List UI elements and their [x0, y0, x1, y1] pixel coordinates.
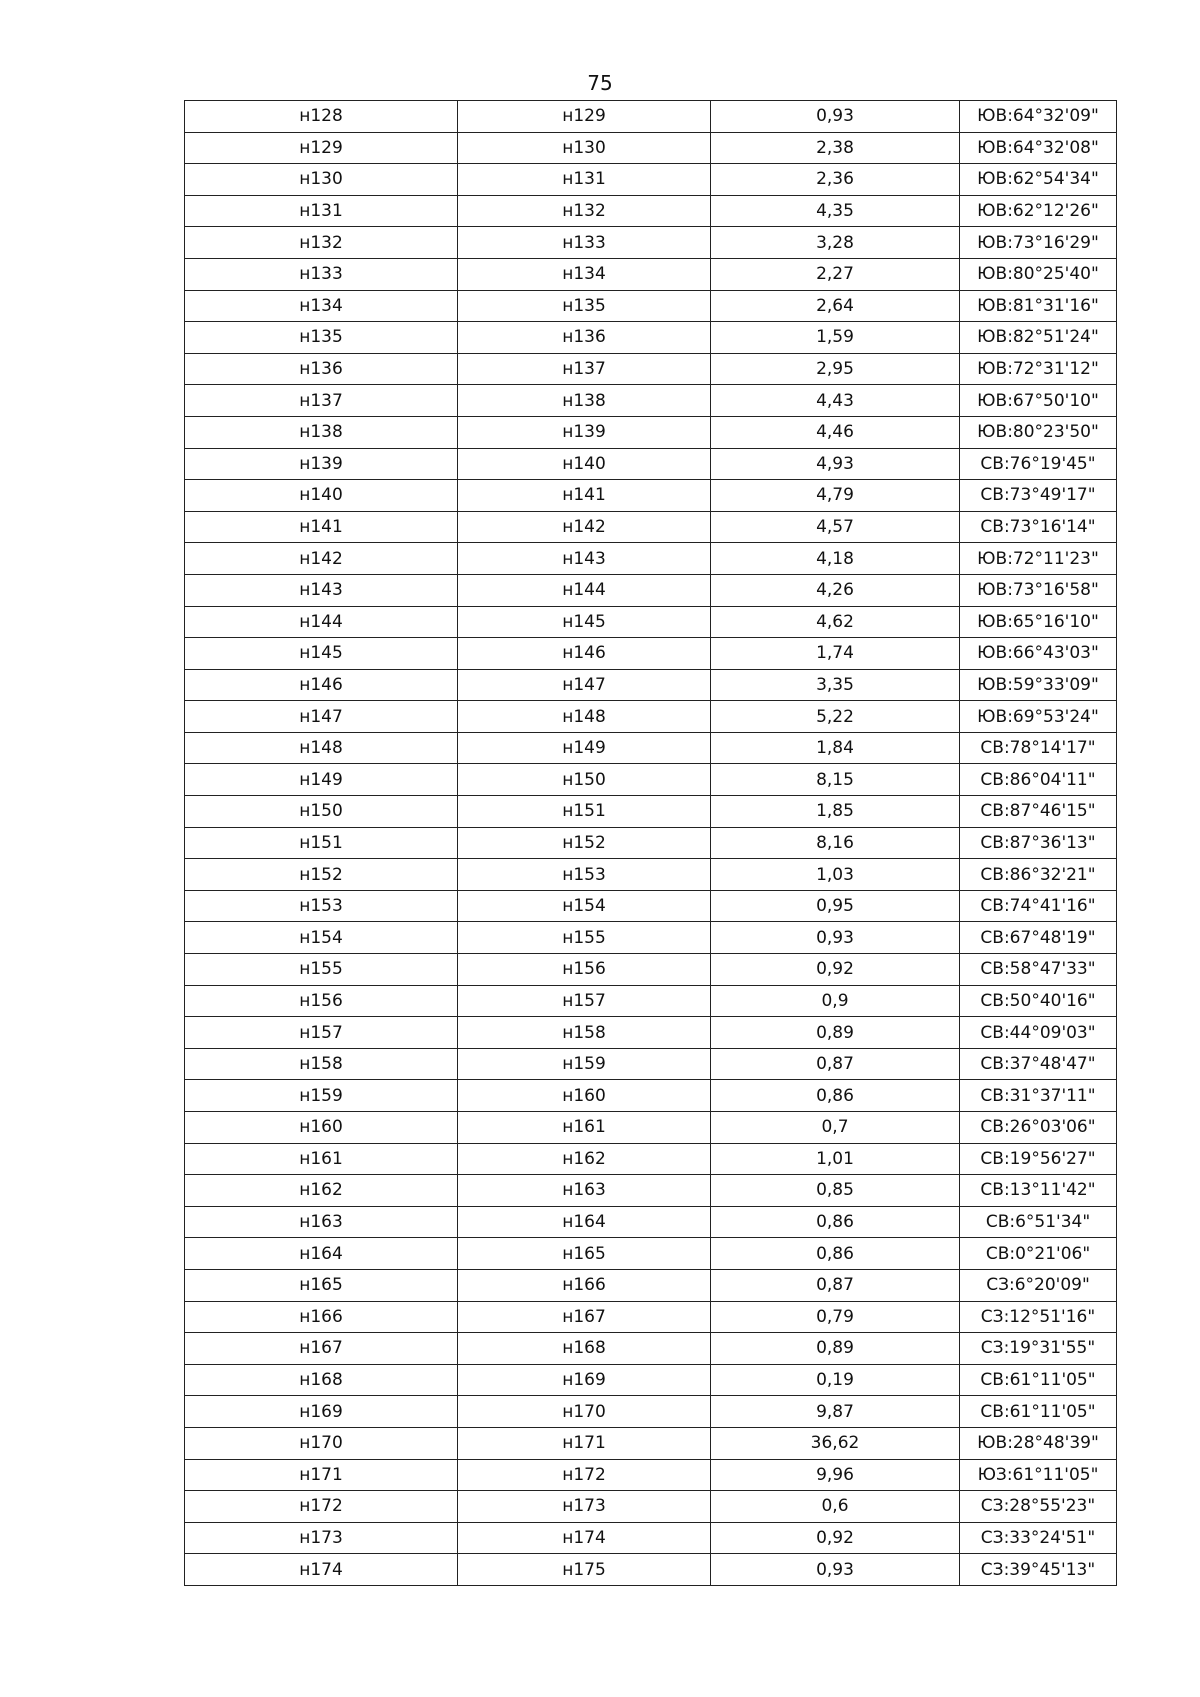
from-point-cell: н141: [185, 511, 458, 543]
bearing-cell: ЮВ:73°16'58": [960, 574, 1117, 606]
length-cell: 1,01: [711, 1143, 960, 1175]
length-cell: 5,22: [711, 701, 960, 733]
to-point-cell: н171: [458, 1427, 711, 1459]
table-row: [185, 480, 1117, 512]
table-row: [185, 606, 1117, 638]
from-point-cell: н157: [185, 1017, 458, 1049]
table-row: [185, 164, 1117, 196]
to-point-cell: н146: [458, 638, 711, 670]
to-point-cell: н155: [458, 922, 711, 954]
to-point-cell: н140: [458, 448, 711, 480]
bearing-cell: ЮВ:67°50'10": [960, 385, 1117, 417]
table-row: [185, 1459, 1117, 1491]
bearing-cell: СВ:87°46'15": [960, 796, 1117, 828]
from-point-cell: н140: [185, 480, 458, 512]
length-cell: 0,92: [711, 1522, 960, 1554]
to-point-cell: н156: [458, 954, 711, 986]
to-point-cell: н152: [458, 827, 711, 859]
to-point-cell: н162: [458, 1143, 711, 1175]
length-cell: 0,86: [711, 1080, 960, 1112]
bearing-cell: СЗ:12°51'16": [960, 1301, 1117, 1333]
from-point-cell: н144: [185, 606, 458, 638]
from-point-cell: н150: [185, 796, 458, 828]
from-point-cell: н154: [185, 922, 458, 954]
table-row: [185, 922, 1117, 954]
bearing-cell: СВ:26°03'06": [960, 1112, 1117, 1144]
length-cell: 0,93: [711, 922, 960, 954]
to-point-cell: н167: [458, 1301, 711, 1333]
length-cell: 2,36: [711, 164, 960, 196]
table-row: [185, 1396, 1117, 1428]
table-row: [185, 827, 1117, 859]
table-row: [185, 416, 1117, 448]
bearing-cell: ЮВ:80°25'40": [960, 258, 1117, 290]
to-point-cell: н139: [458, 416, 711, 448]
bearing-cell: СВ:0°21'06": [960, 1238, 1117, 1270]
table-row: [185, 701, 1117, 733]
to-point-cell: н150: [458, 764, 711, 796]
length-cell: 3,35: [711, 669, 960, 701]
length-cell: 1,03: [711, 859, 960, 891]
length-cell: 8,16: [711, 827, 960, 859]
to-point-cell: н130: [458, 132, 711, 164]
table-row: [185, 1491, 1117, 1523]
bearing-cell: СВ:61°11'05": [960, 1396, 1117, 1428]
to-point-cell: н135: [458, 290, 711, 322]
length-cell: 4,57: [711, 511, 960, 543]
length-cell: 4,93: [711, 448, 960, 480]
to-point-cell: н133: [458, 227, 711, 259]
from-point-cell: н145: [185, 638, 458, 670]
length-cell: 0,95: [711, 890, 960, 922]
bearing-cell: СЗ:28°55'23": [960, 1491, 1117, 1523]
from-point-cell: н133: [185, 258, 458, 290]
to-point-cell: н166: [458, 1269, 711, 1301]
bearing-cell: СВ:67°48'19": [960, 922, 1117, 954]
bearing-cell: ЮВ:72°11'23": [960, 543, 1117, 575]
length-cell: 0,86: [711, 1238, 960, 1270]
from-point-cell: н153: [185, 890, 458, 922]
table-row: [185, 1301, 1117, 1333]
from-point-cell: н147: [185, 701, 458, 733]
from-point-cell: н135: [185, 322, 458, 354]
table-row: [185, 1554, 1117, 1586]
table-row: [185, 195, 1117, 227]
from-point-cell: н170: [185, 1427, 458, 1459]
table-row: [185, 322, 1117, 354]
bearing-cell: ЮВ:59°33'09": [960, 669, 1117, 701]
length-cell: 0,85: [711, 1175, 960, 1207]
length-cell: 0,87: [711, 1048, 960, 1080]
from-point-cell: н169: [185, 1396, 458, 1428]
to-point-cell: н164: [458, 1206, 711, 1238]
length-cell: 0,79: [711, 1301, 960, 1333]
length-cell: 9,96: [711, 1459, 960, 1491]
from-point-cell: н142: [185, 543, 458, 575]
from-point-cell: н152: [185, 859, 458, 891]
to-point-cell: н134: [458, 258, 711, 290]
to-point-cell: н175: [458, 1554, 711, 1586]
table-row: [185, 1206, 1117, 1238]
bearing-cell: ЮВ:65°16'10": [960, 606, 1117, 638]
bearing-cell: ЮВ:28°48'39": [960, 1427, 1117, 1459]
page-number: 75: [587, 71, 613, 95]
length-cell: 0,93: [711, 1554, 960, 1586]
table-row: [185, 796, 1117, 828]
length-cell: 0,89: [711, 1017, 960, 1049]
length-cell: 4,43: [711, 385, 960, 417]
bearing-cell: СВ:37°48'47": [960, 1048, 1117, 1080]
length-cell: 8,15: [711, 764, 960, 796]
table-row: [185, 1143, 1117, 1175]
from-point-cell: н171: [185, 1459, 458, 1491]
bearing-cell: СВ:50°40'16": [960, 985, 1117, 1017]
table-row: [185, 1427, 1117, 1459]
length-cell: 3,28: [711, 227, 960, 259]
length-cell: 2,64: [711, 290, 960, 322]
bearing-cell: СВ:61°11'05": [960, 1364, 1117, 1396]
bearing-cell: ЮВ:62°12'26": [960, 195, 1117, 227]
from-point-cell: н137: [185, 385, 458, 417]
bearing-cell: СВ:78°14'17": [960, 732, 1117, 764]
from-point-cell: н129: [185, 132, 458, 164]
to-point-cell: н157: [458, 985, 711, 1017]
from-point-cell: н148: [185, 732, 458, 764]
bearing-cell: СВ:6°51'34": [960, 1206, 1117, 1238]
from-point-cell: н134: [185, 290, 458, 322]
table-row: [185, 511, 1117, 543]
from-point-cell: н151: [185, 827, 458, 859]
bearing-cell: СВ:19°56'27": [960, 1143, 1117, 1175]
table-row: [185, 101, 1117, 133]
to-point-cell: н170: [458, 1396, 711, 1428]
table-row: [185, 1269, 1117, 1301]
from-point-cell: н128: [185, 101, 458, 133]
bearing-cell: СВ:74°41'16": [960, 890, 1117, 922]
bearing-cell: ЮВ:69°53'24": [960, 701, 1117, 733]
bearing-cell: ЮВ:64°32'08": [960, 132, 1117, 164]
from-point-cell: н161: [185, 1143, 458, 1175]
to-point-cell: н168: [458, 1333, 711, 1365]
to-point-cell: н132: [458, 195, 711, 227]
bearing-cell: СВ:87°36'13": [960, 827, 1117, 859]
table-row: [185, 859, 1117, 891]
table-row: [185, 258, 1117, 290]
from-point-cell: н136: [185, 353, 458, 385]
table-row: [185, 1112, 1117, 1144]
table-row: [185, 669, 1117, 701]
table-row: [185, 1522, 1117, 1554]
from-point-cell: н168: [185, 1364, 458, 1396]
length-cell: 0,92: [711, 954, 960, 986]
length-cell: 0,93: [711, 101, 960, 133]
bearing-cell: СВ:86°04'11": [960, 764, 1117, 796]
to-point-cell: н142: [458, 511, 711, 543]
to-point-cell: н158: [458, 1017, 711, 1049]
from-point-cell: н162: [185, 1175, 458, 1207]
length-cell: 1,59: [711, 322, 960, 354]
table-row: [185, 764, 1117, 796]
length-cell: 2,38: [711, 132, 960, 164]
to-point-cell: н143: [458, 543, 711, 575]
from-point-cell: н158: [185, 1048, 458, 1080]
table-row: [185, 954, 1117, 986]
to-point-cell: н129: [458, 101, 711, 133]
table-row: [185, 1364, 1117, 1396]
from-point-cell: н138: [185, 416, 458, 448]
bearing-cell: ЮВ:81°31'16": [960, 290, 1117, 322]
to-point-cell: н144: [458, 574, 711, 606]
table-row: [185, 890, 1117, 922]
table-row: [185, 1017, 1117, 1049]
length-cell: 0,87: [711, 1269, 960, 1301]
bearing-cell: СВ:13°11'42": [960, 1175, 1117, 1207]
length-cell: 0,19: [711, 1364, 960, 1396]
bearing-cell: СВ:73°16'14": [960, 511, 1117, 543]
from-point-cell: н131: [185, 195, 458, 227]
to-point-cell: н137: [458, 353, 711, 385]
length-cell: 0,9: [711, 985, 960, 1017]
from-point-cell: н130: [185, 164, 458, 196]
length-cell: 9,87: [711, 1396, 960, 1428]
bearing-cell: ЮЗ:61°11'05": [960, 1459, 1117, 1491]
table-row: [185, 574, 1117, 606]
length-cell: 1,74: [711, 638, 960, 670]
bearing-cell: ЮВ:82°51'24": [960, 322, 1117, 354]
to-point-cell: н172: [458, 1459, 711, 1491]
table-row: [185, 290, 1117, 322]
from-point-cell: н132: [185, 227, 458, 259]
bearing-cell: ЮВ:73°16'29": [960, 227, 1117, 259]
to-point-cell: н165: [458, 1238, 711, 1270]
table-row: [185, 543, 1117, 575]
to-point-cell: н131: [458, 164, 711, 196]
from-point-cell: н174: [185, 1554, 458, 1586]
table-row: [185, 227, 1117, 259]
table-row: [185, 1333, 1117, 1365]
to-point-cell: н151: [458, 796, 711, 828]
length-cell: 1,84: [711, 732, 960, 764]
table-row: [185, 353, 1117, 385]
from-point-cell: н155: [185, 954, 458, 986]
to-point-cell: н163: [458, 1175, 711, 1207]
from-point-cell: н167: [185, 1333, 458, 1365]
bearing-cell: ЮВ:64°32'09": [960, 101, 1117, 133]
table-row: [185, 1175, 1117, 1207]
from-point-cell: н160: [185, 1112, 458, 1144]
to-point-cell: н169: [458, 1364, 711, 1396]
bearing-cell: СЗ:39°45'13": [960, 1554, 1117, 1586]
bearing-cell: СВ:86°32'21": [960, 859, 1117, 891]
length-cell: 4,35: [711, 195, 960, 227]
to-point-cell: н161: [458, 1112, 711, 1144]
bearing-cell: СЗ:33°24'51": [960, 1522, 1117, 1554]
to-point-cell: н160: [458, 1080, 711, 1112]
to-point-cell: н153: [458, 859, 711, 891]
bearing-cell: ЮВ:62°54'34": [960, 164, 1117, 196]
to-point-cell: н138: [458, 385, 711, 417]
length-cell: 4,26: [711, 574, 960, 606]
from-point-cell: н172: [185, 1491, 458, 1523]
bearing-cell: СВ:44°09'03": [960, 1017, 1117, 1049]
length-cell: 4,62: [711, 606, 960, 638]
from-point-cell: н159: [185, 1080, 458, 1112]
length-cell: 1,85: [711, 796, 960, 828]
from-point-cell: н149: [185, 764, 458, 796]
bearing-cell: СВ:58°47'33": [960, 954, 1117, 986]
length-cell: 36,62: [711, 1427, 960, 1459]
table-body: [185, 101, 1117, 1586]
to-point-cell: н174: [458, 1522, 711, 1554]
bearing-cell: СЗ:19°31'55": [960, 1333, 1117, 1365]
table-row: [185, 448, 1117, 480]
bearing-cell: СВ:73°49'17": [960, 480, 1117, 512]
boundary-table: [184, 100, 1117, 1586]
table-row: [185, 385, 1117, 417]
from-point-cell: н173: [185, 1522, 458, 1554]
length-cell: 4,46: [711, 416, 960, 448]
to-point-cell: н141: [458, 480, 711, 512]
table-row: [185, 1048, 1117, 1080]
to-point-cell: н148: [458, 701, 711, 733]
bearing-cell: ЮВ:80°23'50": [960, 416, 1117, 448]
length-cell: 2,95: [711, 353, 960, 385]
length-cell: 4,18: [711, 543, 960, 575]
bearing-cell: ЮВ:66°43'03": [960, 638, 1117, 670]
from-point-cell: н146: [185, 669, 458, 701]
from-point-cell: н166: [185, 1301, 458, 1333]
to-point-cell: н147: [458, 669, 711, 701]
table-row: [185, 1080, 1117, 1112]
table-row: [185, 1238, 1117, 1270]
length-cell: 0,86: [711, 1206, 960, 1238]
bearing-cell: СЗ:6°20'09": [960, 1269, 1117, 1301]
from-point-cell: н143: [185, 574, 458, 606]
to-point-cell: н149: [458, 732, 711, 764]
length-cell: 0,7: [711, 1112, 960, 1144]
to-point-cell: н154: [458, 890, 711, 922]
from-point-cell: н139: [185, 448, 458, 480]
bearing-cell: СВ:76°19'45": [960, 448, 1117, 480]
to-point-cell: н173: [458, 1491, 711, 1523]
bearing-cell: СВ:31°37'11": [960, 1080, 1117, 1112]
table-row: [185, 132, 1117, 164]
length-cell: 0,89: [711, 1333, 960, 1365]
table-row: [185, 732, 1117, 764]
from-point-cell: н156: [185, 985, 458, 1017]
table-row: [185, 985, 1117, 1017]
from-point-cell: н164: [185, 1238, 458, 1270]
from-point-cell: н165: [185, 1269, 458, 1301]
length-cell: 2,27: [711, 258, 960, 290]
to-point-cell: н136: [458, 322, 711, 354]
from-point-cell: н163: [185, 1206, 458, 1238]
table-row: [185, 638, 1117, 670]
length-cell: 0,6: [711, 1491, 960, 1523]
length-cell: 4,79: [711, 480, 960, 512]
to-point-cell: н145: [458, 606, 711, 638]
to-point-cell: н159: [458, 1048, 711, 1080]
bearing-cell: ЮВ:72°31'12": [960, 353, 1117, 385]
